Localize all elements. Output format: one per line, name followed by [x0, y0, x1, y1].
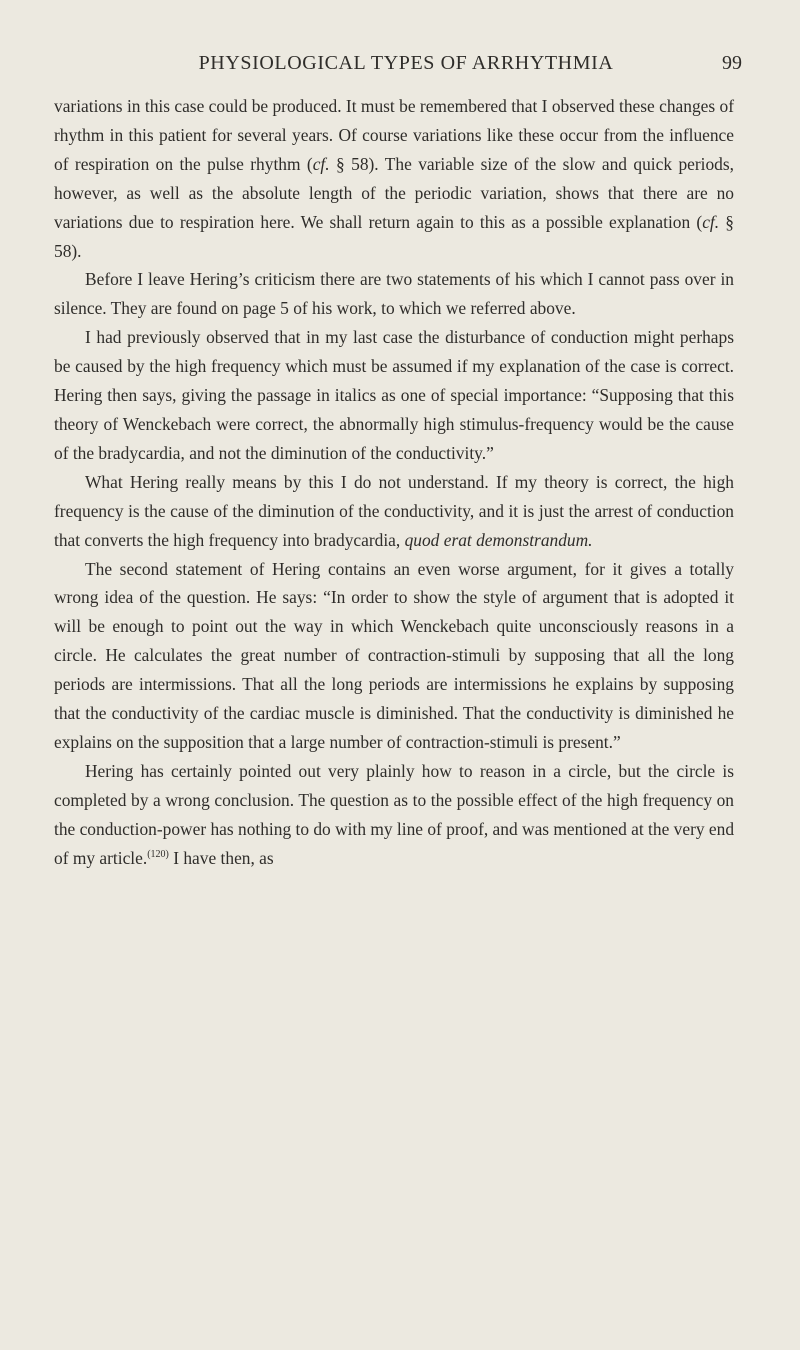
- paragraph: [54, 468, 734, 555]
- text-segment: I had previously observed that in my last case the disturbance of conduction might perhaps be caused by the high frequency which must be assumed if my explanation of the case is correct. Hering then says, giving the passage in italics as one of special importance: “Supposing that this theory of Wenckebach were correct, the abnormally high stimulus-frequency would be the cause of the bradycardia, and not the diminution of the conductivity.”: [54, 327, 734, 463]
- page-number: 99: [722, 52, 742, 74]
- body-text: [54, 92, 734, 872]
- text-segment: § 58). The variable size of the slow and quick periods, however, as well as the absolute length of the periodic variation, shows that there are no variations due to respiration here. We shall return again to this as a possible explanation (: [54, 153, 734, 232]
- text-segment: variations in this case could be produced. It must be remembered that I observed these changes of rhythm in this patient for several years. Of course variations like these occur from the influence of respiration on the pulse rhythm (: [54, 96, 734, 174]
- text-segment: Hering has certainly pointed out very plainly how to reason in a circle, but the circle is completed by a wrong conclusion. The question as to the possible effect of the high frequency on the conduction-power has nothing to do with my line of proof, and was mentioned at the very end of my article.: [54, 760, 735, 868]
- italic-segment: cf.: [312, 153, 330, 174]
- paragraph: [54, 92, 734, 265]
- text-segment: What Hering really means by this I do not understand. If my theory is correct, the high frequency is the cause of the diminution of the conductivity, and it is just the arrest of conduction that converts the high frequency into bradycardia,: [54, 471, 734, 550]
- footnote-reference: (120): [147, 848, 169, 860]
- paragraph: [54, 757, 734, 873]
- paragraph: [54, 323, 734, 468]
- italic-segment: quod erat demonstrandum.: [404, 529, 593, 550]
- paragraph: [54, 555, 734, 757]
- text-segment: Before I leave Hering’s criticism there are two statements of his which I cannot pass over in silence. They are found on page 5 of his work, to which we referred above.: [54, 269, 734, 319]
- italic-segment: cf.: [702, 211, 720, 232]
- running-head: [70, 52, 742, 82]
- running-title: PHYSIOLOGICAL TYPES OF ARRHYTHMIA: [198, 52, 614, 74]
- text-segment: I have then, as: [168, 847, 274, 868]
- paragraph: [54, 265, 734, 323]
- text-segment: § 58).: [54, 211, 734, 261]
- text-segment: The second statement of Hering contains an even worse argument, for it gives a totally wrong idea of the question. He says: “In order to show the style of argument that is adopted it will be enough to point out the way in which Wenckebach quite unconsciously reasons in a circle. He calculates the great number of contraction-stimuli by supposing that all the long periods are intermissions. That all the long periods are intermissions he explains by supposing that the conductivity of the cardiac muscle is diminished. That the conductivity is diminished he explains on the supposition that a large number of contraction-stimuli is present.”: [54, 558, 734, 752]
